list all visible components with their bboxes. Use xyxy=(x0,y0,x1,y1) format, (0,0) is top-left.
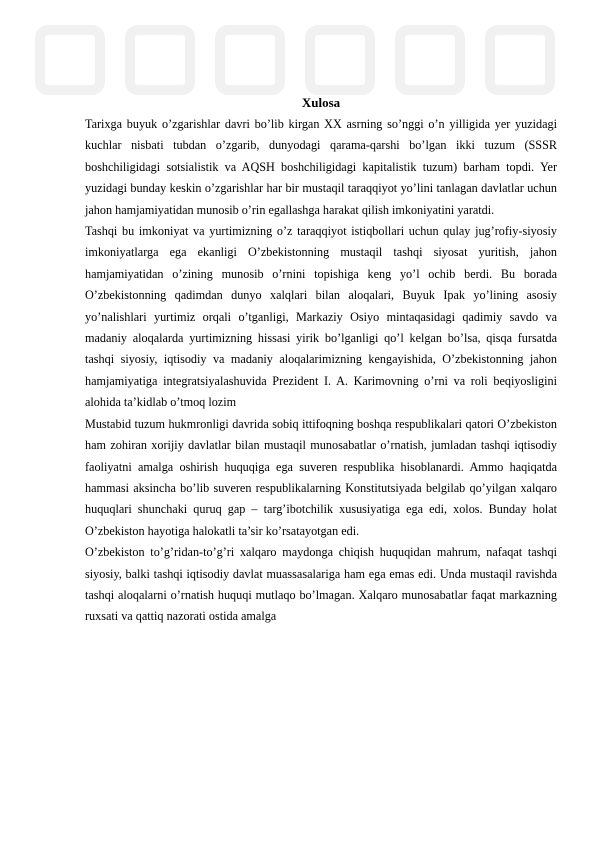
document-title: Xulosa xyxy=(301,95,341,110)
paragraph-3: Mustabid tuzum hukmronligi davrida sobiq ittifoqning boshqa respublikalari qatori O’zbekiston ham zohiran xorijiy davlatlar bilan mustaqil munosabatlar o’rnatish, jumladan tashqi iqtisodiy faoliyatni amalga oshirish huquqiga ega suveren respublika hisoblanardi. Ammo haqiqatda hammasi aksincha bo’lib suveren respublikalarning Konstitutsiyada belgilab qo’yilgan xalqaro huquqlari shunchaki quruq gap – targ’ibotchilik xususiyatiga ega edi, xolos. Bunday holat O’zbekiston hayotiga halokatli ta’sir ko’rsatayotgan edi. xyxy=(85,416,557,538)
paragraph-1: Tarixga buyuk o’zgarishlar davri bo’lib kirgan XX asrning so’nggi o’n yilligida yer yuzidagi kuchlar nisbati tubdan o’zgarib, dunyodagi qarama-qarshi bo’lgan ikki tuzum (SSSR boshchiligidagi sotsialistik va AQSH boshchiligidagi kapitalistik tuzum) barham topdi. Yer yuzidagi bunday keskin o’zgarishlar har bir mustaqil taraqqiyot yo’lini tanlagan davlatlar uchun jahon hamjamiyatidan munosib o’rin egallashga harakat qilish imkoniyatini yaratdi. xyxy=(85,117,557,217)
paragraph-4: O’zbekiston to’g’ridan-to’g’ri xalqaro maydonga chiqish huquqidan mahrum, nafaqat tashqi siyosiy, balki tashqi iqtisodiy davlat muassasalariga ham ega emas edi. Unda mustaqil ravishda tashqi aloqalarni o’rnatish huquqi mutlaqo bo’lmagan. Xalqaro munosabatlar faqat markazning ruxsati va qattiq nazorati ostida amalga xyxy=(85,545,557,624)
paragraph-2: Tashqi bu imkoniyat va yurtimizning o’z taraqqiyot istiqbollari uchun qulay jug’rofiy-siyosiy imkoniyatlarga ega ekanligi O’zbekistonning mustaqil tashqi siyosat yuritish, jahon hamjamiyatidan o’zining munosib o’rnini topishiga keng yo’l ochib berdi. Bu borada O’zbekistonning qadimdan dunyo xalqlari bilan aloqalari, Buyuk Ipak yo’lining asosiy yo’nalishlari yurtimiz orqali o’tganligi, Markaziy Osiyo mintaqasidagi qadimiy savdo va madaniy aloqalarda yurtimizning hissasi yirik bo’lganligi qo’l kelgan bo’lsa, qisqa fursatda tashqi siyosiy, iqtisodiy va madaniy aloqalarimizning kengayishida, O’zbekistonning jahon hamjamiyatiga integratsiyalashuvida Prezident I. A. Karimovning o’rni va roli beqiyosligini alohida ta’kidlab o’tmoq lozim xyxy=(85,224,557,410)
document-body xyxy=(85,93,557,628)
